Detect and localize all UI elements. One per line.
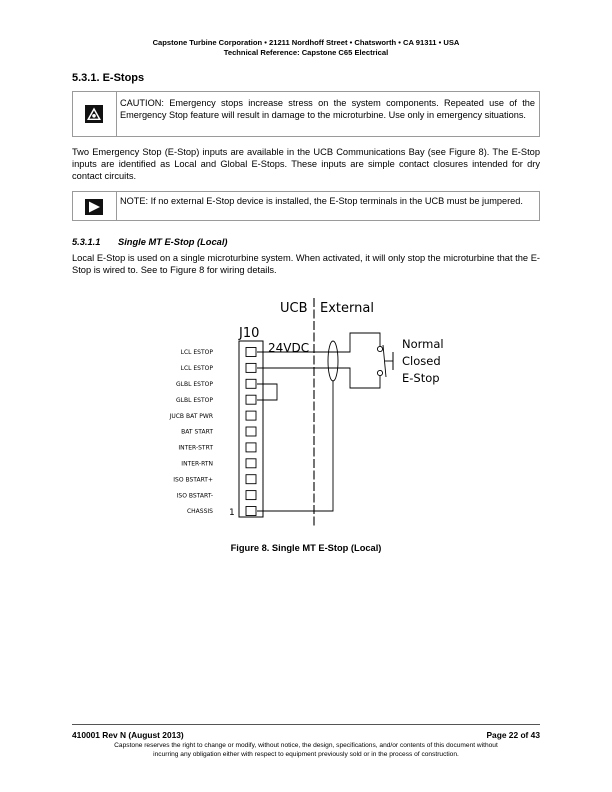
footer-disclaimer-line1: Capstone reserves the right to change or modify, without notice, the design, specifications, and/or contents of this document without [114,742,498,749]
intro-paragraph: Two Emergency Stop (E-Stop) inputs are available in the UCB Communications Bay (see Figure 8). The E-Stop inputs are identified as Local and Global E-Stops. These inputs are simple contact closures intended for dry contact circuits. [72,147,540,181]
note-box [72,191,540,221]
pin-label: LCL ESTOP [180,349,213,357]
pin-label: INTER-STRT [178,444,213,452]
connector-pin [246,443,256,452]
figure-caption: Figure 8. Single MT E-Stop (Local) [230,543,382,553]
voltage-label: 24VDC [268,341,310,355]
wiring-diagram [0,290,612,550]
subsection-name: Single MT E-Stop (Local) [118,237,228,247]
footer-page-number: Page 22 of 43 [486,730,540,740]
global-estop-jumper [257,384,277,400]
pin-label: BAT START [181,428,213,436]
caution-triangle-icon [85,105,103,123]
cable-shield [328,341,338,381]
connector-pin [246,459,256,468]
pin-label: GLBL ESTOP [176,381,213,388]
pin-label: LCL ESTOP [180,365,213,373]
switch-label-line1: Normal [402,337,444,351]
switch-label-line3: E-Stop [402,371,440,385]
connector-pin [246,411,256,420]
connector-pin [246,379,256,388]
subsection-title [72,237,228,247]
pin-label: GLBL ESTOP [176,396,213,404]
ucb-label: UCB [280,301,308,316]
pin-label: ISO BSTART+ [173,476,213,484]
pin-label: CHASSIS [186,508,213,516]
lcl-estop-wire-2 [257,368,380,388]
connector-pin [246,491,256,500]
footer-disclaimer-line2: incurring any obligation either with respect to equipment previously sold or in the process of construction. [153,751,459,758]
body-paragraph: Local E-Stop is used on a single microturbine system. When activated, it will only stop the microturbine that the E-Stop is wired to. See to Figure 8 for wiring details. [72,253,540,275]
pin-label: JUCB BAT PWR [169,412,213,420]
connector-pin [246,348,256,357]
connector-label: J10 [239,326,260,341]
section-title: 5.3.1. E-Stops [72,72,145,84]
external-label: External [320,301,374,316]
pin-label: INTER-RTN [181,460,213,468]
note-arrow-icon [85,199,103,215]
estop-switch [377,345,393,377]
pin-label: ISO BSTART- [176,492,213,500]
footer-doc-number: 410001 Rev N (August 2013) [72,730,184,740]
caution-text: CAUTION: Emergency stops increase stress on the system components. Repeated use of the Emergency Stop feature will result in damage to the microturbine. Use only in emergency situations. [120,98,535,120]
shield-drain-wire [257,381,333,511]
connector-pin [246,395,256,404]
header-reference-line: Technical Reference: Capstone C65 Electrical [223,48,389,57]
connector-pin [246,507,256,516]
pin-one-label: 1 [229,508,235,518]
switch-label-line2: Closed [402,354,441,368]
subsection-number: 5.3.1.1 [72,237,101,247]
header-company-line: Capstone Turbine Corporation • 21211 Nordhoff Street • Chatsworth • CA 91311 • USA [152,38,460,47]
connector-pin [246,363,256,372]
footer-disclaimer [72,741,540,759]
connector-pin [246,475,256,484]
caution-box [72,91,540,137]
footer-rule [72,724,540,725]
note-text: NOTE: If no external E-Stop device is installed, the E-Stop terminals in the UCB must be jumpered. [120,196,523,206]
connector-pin [246,427,256,436]
